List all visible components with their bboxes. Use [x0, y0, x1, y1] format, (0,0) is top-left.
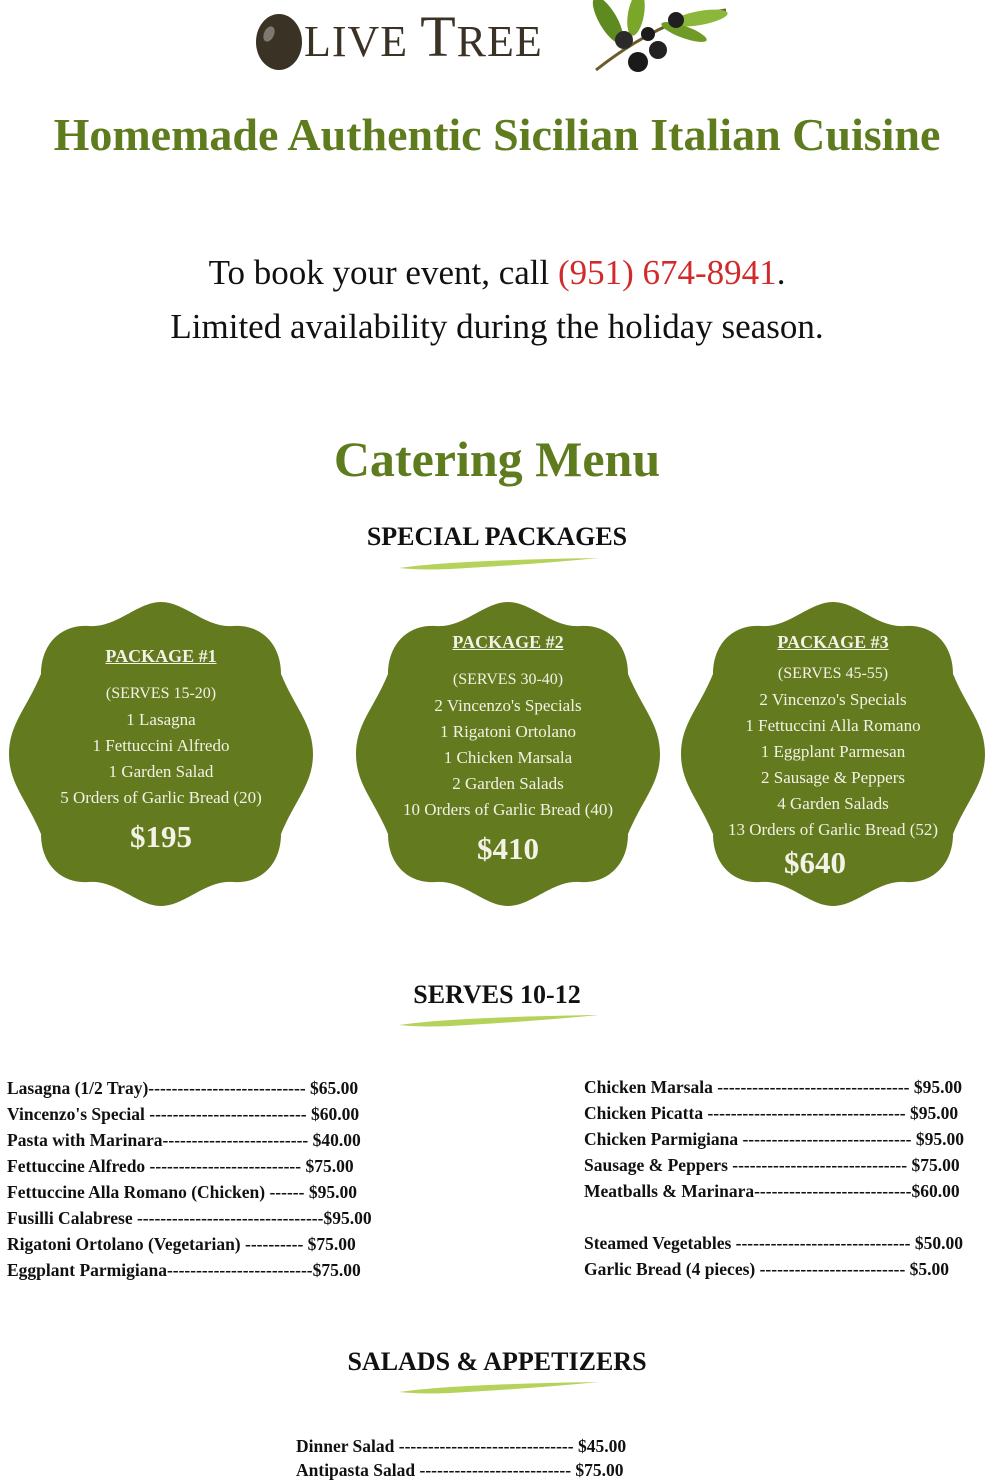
booking-info	[0, 246, 994, 354]
package-title: PACKAGE #2	[452, 632, 564, 652]
menu-item: Lasagna (1/2 Tray)--------------------------- $65.00	[7, 1078, 359, 1098]
menu-item: Chicken Picatta ---------------------------------- $95.00	[584, 1103, 959, 1123]
menu-item: Eggplant Parmigiana-------------------------$75.00	[7, 1260, 361, 1280]
package-1-badge	[5, 598, 317, 910]
package-item: 13 Orders of Garlic Bread (52)	[727, 820, 939, 839]
brush-stroke-divider	[397, 1380, 602, 1396]
menu-left-column	[7, 1075, 372, 1283]
menu-item: Pasta with Marinara------------------------- $40.00	[7, 1130, 361, 1150]
package-item: 1 Chicken Marsala	[443, 748, 573, 767]
package-item: 2 Vincenzo's Specials	[759, 690, 907, 709]
menu-item: Dinner Salad ------------------------------ $45.00	[296, 1436, 627, 1456]
menu-item: Fettuccine Alla Romano (Chicken) ------ $95.00	[7, 1182, 357, 1202]
salads-heading: SALADS & APPETIZERS	[347, 1347, 647, 1376]
package-price: $195	[130, 819, 192, 854]
package-2-badge	[352, 598, 664, 910]
package-item: 1 Garden Salad	[108, 762, 214, 781]
serves-heading: SERVES 10-12	[413, 980, 581, 1009]
menu-item: Rigatoni Ortolano (Vegetarian) ---------- $75.00	[7, 1234, 356, 1254]
special-packages-heading: SPECIAL PACKAGES	[366, 522, 628, 551]
menu-item: Meatballs & Marinara---------------------------$60.00	[584, 1181, 960, 1201]
package-3-badge	[677, 598, 989, 910]
package-item: 1 Fettuccini Alla Romano	[745, 716, 921, 735]
menu-item: Fettuccine Alfredo -------------------------- $75.00	[7, 1156, 354, 1176]
menu-right-column	[584, 1074, 964, 1282]
menu-item: Chicken Marsala --------------------------------- $95.00	[584, 1077, 963, 1097]
package-item: 1 Rigatoni Ortolano	[440, 722, 576, 741]
menu-item: Vincenzo's Special --------------------------- $60.00	[7, 1104, 360, 1124]
package-serves: (SERVES 15-20)	[105, 685, 217, 702]
menu-item: Chicken Parmigiana ----------------------------- $95.00	[584, 1129, 964, 1149]
package-item: 2 Sausage & Peppers	[760, 768, 905, 787]
package-item: 1 Lasagna	[126, 710, 196, 729]
menu-item: Antipasta Salad -------------------------- $75.00	[296, 1460, 624, 1480]
package-serves: (SERVES 30-40)	[452, 671, 564, 688]
booking-line-2: Limited availability during the holiday season.	[170, 307, 824, 346]
logo-word-tree: TREE	[420, 4, 543, 69]
package-title: PACKAGE #1	[105, 646, 217, 666]
booking-prefix: To book your event, call	[208, 253, 558, 292]
package-item: 5 Orders of Garlic Bread (20)	[60, 788, 262, 807]
menu-item: Sausage & Peppers ------------------------------ $75.00	[584, 1155, 960, 1175]
olive-logo-icon	[256, 14, 302, 70]
package-item: 1 Eggplant Parmesan	[760, 742, 906, 761]
package-price: $640	[784, 845, 846, 880]
package-item: 2 Garden Salads	[452, 774, 564, 793]
package-item: 4 Garden Salads	[777, 794, 889, 813]
brush-stroke-divider	[397, 1013, 602, 1029]
catering-menu-title: Catering Menu	[333, 431, 661, 487]
menu-item: Garlic Bread (4 pieces) ------------------------- $5.00	[584, 1259, 950, 1279]
package-item: 1 Fettuccini Alfredo	[92, 736, 230, 755]
olive-tree-logo	[256, 4, 543, 70]
phone-link[interactable]: (951) 674-8941	[557, 253, 777, 292]
booking-suffix: .	[776, 253, 786, 292]
package-item: 2 Vincenzo's Specials	[434, 696, 582, 715]
booking-line-1	[0, 246, 994, 300]
brush-stroke-divider	[397, 556, 602, 572]
menu-item: Fusilli Calabrese --------------------------------$95.00	[7, 1208, 372, 1228]
olive-branch-icon	[588, 0, 730, 76]
logo-word-live: LIVE	[304, 17, 409, 66]
package-serves: (SERVES 45-55)	[777, 665, 889, 682]
menu-item: Steamed Vegetables ------------------------------ $50.00	[584, 1233, 963, 1253]
package-price: $410	[477, 831, 539, 866]
package-title: PACKAGE #3	[777, 632, 889, 652]
tagline: Homemade Authentic Sicilian Italian Cuisine	[53, 109, 941, 160]
package-item: 10 Orders of Garlic Bread (40)	[402, 800, 614, 819]
